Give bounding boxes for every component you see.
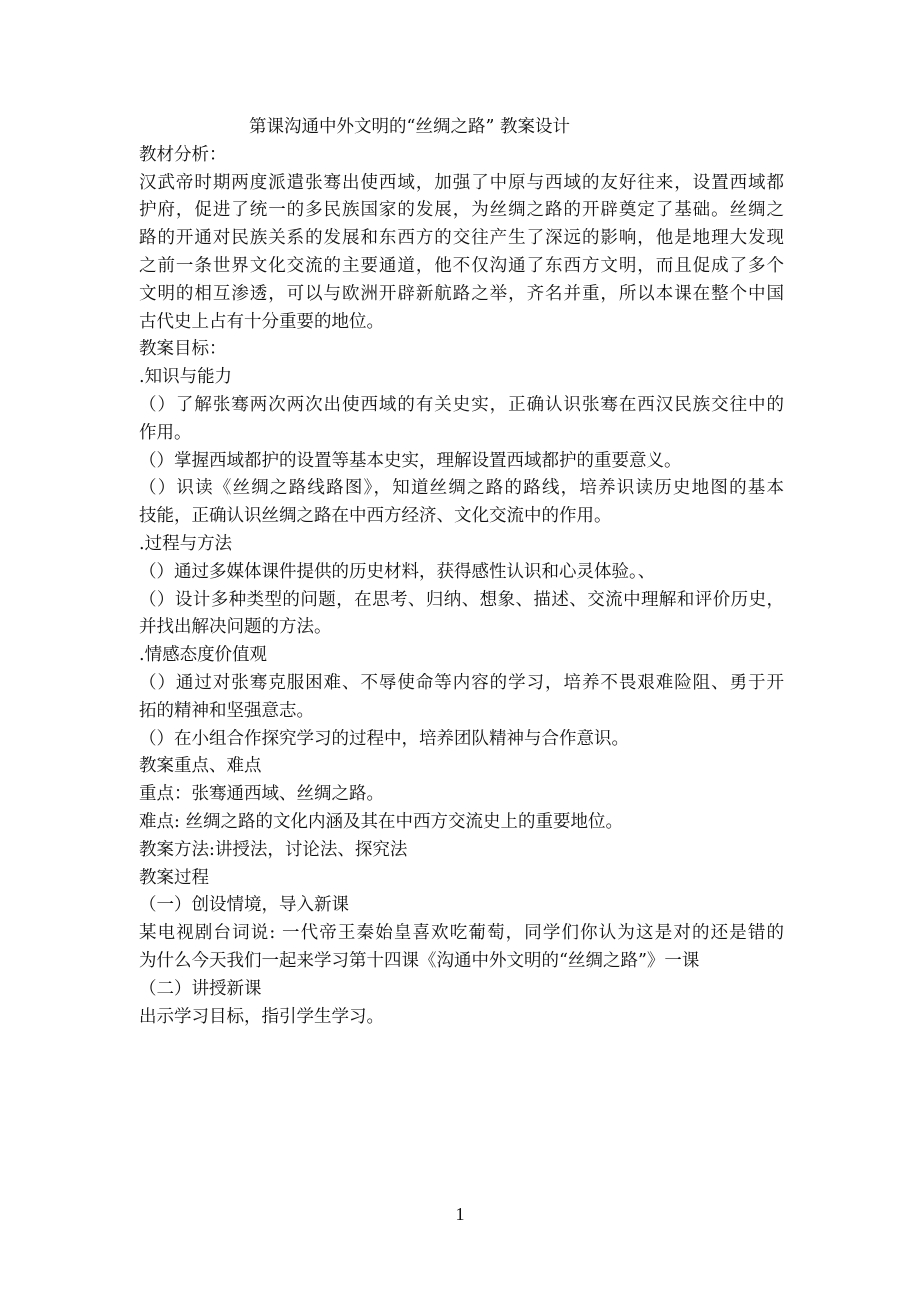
subheading-emotion: .情感态度价值观 [139, 645, 268, 666]
step-line: 某电视剧台词说: 一代帝王秦始皇喜欢吃葡萄，同学们你认为这是对的还是错的 [139, 923, 784, 944]
objective-item-cont: 并找出解决问题的方法。 [139, 617, 332, 638]
objective-item: （）通过多媒体课件提供的历史材料，获得感性认识和心灵体验。、 [139, 561, 656, 582]
page-number: 1 [455, 1204, 465, 1224]
paragraph-line: 古代史上占有十分重要的地位。 [139, 311, 384, 332]
step-line: 出示学习目标，指引学生学习。 [139, 1006, 384, 1027]
paragraph-line: 文明的相互渗透，可以与欧洲开辟新航路之举，齐名并重，所以本课在整个中国 [139, 283, 784, 304]
paragraph-line: 汉武帝时期两度派遣张骞出使西域，加强了中原与西域的友好往来，设置西域都 [139, 172, 784, 193]
objective-item: （）识读《丝绸之路线路图》，知道丝绸之路的路线，培养识读历史地图的基本 [139, 478, 784, 499]
key-point: 重点：张骞通西域、丝绸之路。 [139, 784, 384, 805]
objective-item: （）设计多种类型的问题，在思考、归纳、想象、描述、交流中理解和评价历史， [139, 589, 784, 610]
step-heading: （一）创设情境，导入新课 [139, 895, 349, 916]
objective-item-cont: 技能，正确认识丝绸之路在中西方经济、文化交流中的作用。 [139, 506, 612, 527]
paragraph-line: 之前一条世界文化交流的主要通道，他不仅沟通了东西方文明，而且促成了多个 [139, 255, 784, 276]
document-body [139, 114, 784, 1031]
objective-item: （）通过对张骞克服困难、不辱使命等内容的学习，培养不畏艰难险阻、勇于开 [139, 672, 784, 693]
step-heading: （二）讲授新课 [139, 978, 262, 999]
teaching-methods: 教案方法:讲授法，讨论法、探究法 [139, 839, 408, 860]
difficult-point: 难点: 丝绸之路的文化内涵及其在中西方交流史上的重要地位。 [139, 811, 623, 832]
objective-item: （）了解张骞两次两次出使西域的有关史实，正确认识张骞在西汉民族交往中的 [139, 394, 784, 415]
objective-item: （）在小组合作探究学习的过程中，培养团队精神与合作意识。 [139, 728, 629, 749]
document-title: 第课沟通中外文明的“丝绸之路” 教案设计 [249, 117, 570, 137]
section-heading-objectives: 教案目标： [139, 339, 227, 360]
paragraph-line: 护府，促进了统一的多民族国家的发展，为丝绸之路的开辟奠定了基础。丝绸之 [139, 200, 784, 221]
section-heading-key-points: 教案重点、难点 [139, 756, 262, 777]
section-heading-analysis: 教材分析： [139, 144, 227, 165]
subheading-process: .过程与方法 [139, 533, 233, 554]
objective-item-cont: 拓的精神和坚强意志。 [139, 700, 314, 721]
step-line: 为什么今天我们一起来学习第十四课《沟通中外文明的“丝绸之路”》一课 [139, 950, 700, 971]
paragraph-line: 路的开通对民族关系的发展和东西方的交往产生了深远的影响，他是地理大发现 [139, 228, 784, 249]
objective-item-cont: 作用。 [139, 422, 192, 443]
objective-item: （）掌握西域都护的设置等基本史实，理解设置西域都护的重要意义。 [139, 450, 682, 471]
section-heading-process: 教案过程 [139, 867, 209, 888]
subheading-knowledge: .知识与能力 [139, 367, 233, 388]
